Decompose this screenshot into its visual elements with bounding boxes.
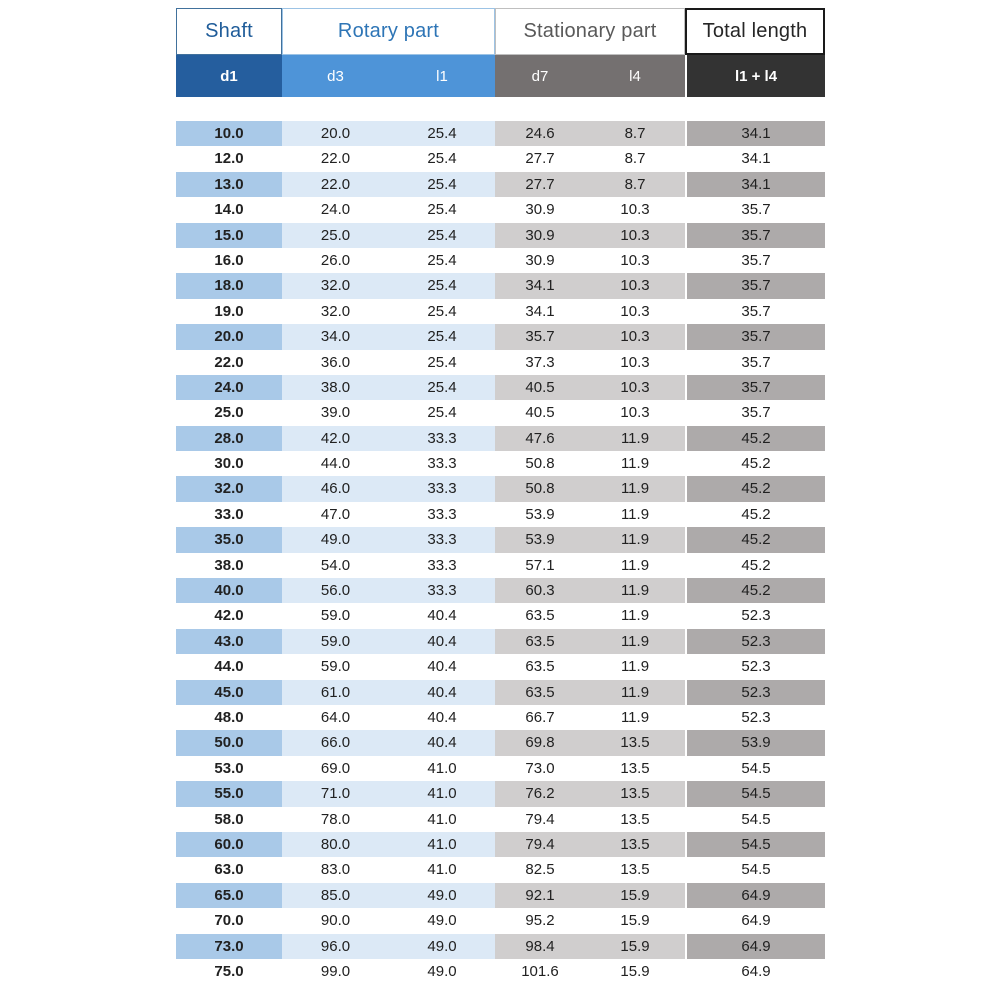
table-cell: 30.9 (525, 251, 555, 269)
table-cell: 59.0 (282, 629, 389, 654)
table-cell: 92.1 (495, 883, 585, 908)
table-cell: 54.5 (685, 832, 825, 857)
table-cell: 76.2 (495, 781, 585, 806)
column-header-l1-plus-l4: l1 + l4 (685, 55, 825, 97)
table-cell: 35.7 (685, 375, 825, 400)
table-cell: 54.5 (685, 781, 825, 806)
table-cell: 59.0 (320, 607, 351, 625)
table-cell: 83.0 (320, 861, 351, 879)
table-row (176, 629, 825, 654)
table-cell: 85.0 (282, 883, 389, 908)
table-cell: 41.0 (389, 832, 495, 857)
group-header-stationary-part (495, 8, 685, 55)
table-cell: 15.9 (585, 883, 685, 908)
table-cell: 34.1 (685, 146, 825, 171)
table-cell: 40.5 (525, 404, 555, 422)
table-row (176, 883, 825, 908)
table-cell: 35.7 (685, 350, 825, 375)
table-row (176, 146, 825, 171)
dimension-table (176, 8, 825, 984)
table-cell: 11.9 (620, 556, 650, 574)
table-cell: 40.4 (389, 629, 495, 654)
group-header-shaft (176, 8, 282, 55)
table-cell: 69.8 (495, 730, 585, 755)
table-cell: 53.9 (685, 730, 825, 755)
column-header-d3: d3 (282, 55, 389, 97)
table-cell: 10.0 (176, 121, 282, 146)
table-cell: 25.4 (389, 273, 495, 298)
table-cell: 25.4 (427, 404, 457, 422)
group-header-stationary-part-label: Stationary part (523, 20, 657, 42)
table-cell: 34.1 (495, 273, 585, 298)
table-row (176, 451, 825, 476)
table-cell: 13.5 (585, 730, 685, 755)
table-cell: 44.0 (320, 455, 351, 473)
table-cell: 35.7 (685, 223, 825, 248)
table-cell: 63.5 (495, 629, 585, 654)
table-cell: 66.0 (282, 730, 389, 755)
table-cell: 37.3 (525, 353, 555, 371)
table-cell: 22.0 (282, 172, 389, 197)
table-cell: 43.0 (176, 629, 282, 654)
table-cell: 99.0 (320, 962, 351, 980)
table-row (176, 172, 825, 197)
table-cell: 30.9 (495, 223, 585, 248)
header-body-gap (176, 97, 825, 121)
table-cell: 64.0 (320, 708, 351, 726)
table-cell: 66.7 (525, 708, 555, 726)
table-cell: 33.3 (427, 505, 457, 523)
table-cell: 33.0 (214, 505, 244, 523)
table-cell: 33.3 (427, 455, 457, 473)
table-cell: 60.0 (176, 832, 282, 857)
table-row (176, 324, 825, 349)
table-cell: 41.0 (389, 781, 495, 806)
table-cell: 80.0 (282, 832, 389, 857)
table-cell: 25.4 (427, 150, 457, 168)
table-cell: 25.4 (389, 223, 495, 248)
table-row (176, 553, 825, 578)
table-row (176, 857, 825, 882)
table-cell: 57.1 (525, 556, 555, 574)
table-cell: 41.0 (427, 810, 457, 828)
table-row (176, 299, 825, 324)
table-row (176, 426, 825, 451)
table-cell: 52.3 (685, 680, 825, 705)
table-cell: 47.0 (320, 505, 351, 523)
table-row (176, 527, 825, 552)
table-cell: 58.0 (214, 810, 244, 828)
table-cell: 40.4 (389, 680, 495, 705)
table-cell: 71.0 (282, 781, 389, 806)
table-cell: 22.0 (320, 150, 351, 168)
table-row (176, 223, 825, 248)
table-cell: 35.7 (685, 299, 825, 324)
table-cell: 39.0 (320, 404, 351, 422)
table-cell: 10.3 (585, 324, 685, 349)
table-cell: 20.0 (282, 121, 389, 146)
table-cell: 42.0 (282, 426, 389, 451)
table-cell: 49.0 (427, 962, 457, 980)
table-cell: 34.1 (685, 121, 825, 146)
table-cell: 27.7 (495, 172, 585, 197)
table-cell: 40.4 (427, 658, 457, 676)
group-header-total-length-label: Total length (702, 20, 808, 42)
table-group-header-row (176, 8, 825, 55)
table-cell: 16.0 (214, 251, 244, 269)
table-cell: 34.1 (685, 172, 825, 197)
table-cell: 25.4 (389, 172, 495, 197)
table-cell: 38.0 (282, 375, 389, 400)
table-cell: 25.0 (282, 223, 389, 248)
table-cell: 25.4 (389, 121, 495, 146)
table-cell: 35.7 (685, 400, 825, 425)
table-cell: 46.0 (282, 476, 389, 501)
table-row (176, 730, 825, 755)
table-cell: 11.9 (620, 708, 650, 726)
group-header-rotary-part (282, 8, 495, 55)
table-cell: 64.9 (685, 883, 825, 908)
table-cell: 15.9 (585, 934, 685, 959)
table-cell: 11.9 (585, 680, 685, 705)
table-cell: 32.0 (176, 476, 282, 501)
table-row (176, 807, 825, 832)
table-cell: 54.0 (320, 556, 351, 574)
table-cell: 34.1 (525, 302, 555, 320)
table-cell: 45.2 (685, 527, 825, 552)
table-cell: 40.5 (495, 375, 585, 400)
table-cell: 90.0 (320, 912, 351, 930)
table-cell: 79.4 (495, 832, 585, 857)
table-row (176, 705, 825, 730)
table-cell: 11.9 (620, 455, 650, 473)
column-header-d1: d1 (176, 55, 282, 97)
table-cell: 25.4 (427, 201, 457, 219)
table-cell: 13.5 (620, 810, 650, 828)
table-cell: 35.7 (685, 248, 825, 273)
table-cell: 82.5 (525, 861, 555, 879)
table-cell: 10.3 (585, 223, 685, 248)
table-cell: 41.0 (427, 759, 457, 777)
table-cell: 22.0 (214, 353, 244, 371)
table-row (176, 654, 825, 679)
table-cell: 54.5 (685, 807, 825, 832)
table-cell: 52.3 (685, 654, 825, 679)
table-cell: 49.0 (427, 912, 457, 930)
table-cell: 10.3 (620, 251, 650, 269)
table-cell: 54.5 (685, 857, 825, 882)
table-cell: 45.2 (685, 426, 825, 451)
table-cell: 11.9 (620, 505, 650, 523)
table-row (176, 273, 825, 298)
table-cell: 40.4 (427, 708, 457, 726)
table-cell: 28.0 (176, 426, 282, 451)
table-cell: 60.3 (495, 578, 585, 603)
table-cell: 15.0 (176, 223, 282, 248)
table-row (176, 350, 825, 375)
table-cell: 42.0 (214, 607, 244, 625)
table-cell: 55.0 (176, 781, 282, 806)
table-cell: 11.9 (620, 658, 650, 676)
group-header-total-length (685, 8, 825, 55)
table-cell: 69.0 (320, 759, 351, 777)
table-cell: 13.5 (585, 832, 685, 857)
table-cell: 61.0 (282, 680, 389, 705)
table-cell: 8.7 (585, 172, 685, 197)
table-cell: 79.4 (525, 810, 555, 828)
table-cell: 25.0 (214, 404, 244, 422)
table-cell: 53.9 (495, 527, 585, 552)
table-cell: 12.0 (214, 150, 244, 168)
table-cell: 96.0 (282, 934, 389, 959)
table-row (176, 375, 825, 400)
table-cell: 32.0 (320, 302, 351, 320)
table-cell: 50.0 (176, 730, 282, 755)
table-cell: 49.0 (389, 934, 495, 959)
table-cell: 64.9 (685, 959, 825, 984)
table-cell: 63.5 (525, 607, 555, 625)
table-cell: 11.9 (620, 607, 650, 625)
table-cell: 33.3 (389, 476, 495, 501)
table-cell: 24.0 (320, 201, 351, 219)
table-body (176, 121, 825, 984)
table-row (176, 121, 825, 146)
table-cell: 10.3 (585, 273, 685, 298)
table-column-header-row (176, 55, 825, 97)
table-cell: 11.9 (585, 629, 685, 654)
table-cell: 45.2 (685, 476, 825, 501)
table-cell: 10.3 (620, 353, 650, 371)
table-row (176, 197, 825, 222)
table-cell: 45.2 (685, 451, 825, 476)
table-cell: 18.0 (176, 273, 282, 298)
table-cell: 10.3 (620, 404, 650, 422)
table-row (176, 400, 825, 425)
table-cell: 64.9 (685, 934, 825, 959)
table-cell: 35.7 (685, 273, 825, 298)
table-cell: 73.0 (525, 759, 555, 777)
table-cell: 50.8 (495, 476, 585, 501)
table-cell: 13.5 (620, 759, 650, 777)
table-cell: 45.2 (685, 502, 825, 527)
table-cell: 40.0 (176, 578, 282, 603)
table-row (176, 680, 825, 705)
table-cell: 53.0 (214, 759, 244, 777)
table-cell: 8.7 (624, 150, 646, 168)
table-cell: 63.5 (525, 658, 555, 676)
table-cell: 25.4 (389, 375, 495, 400)
table-cell: 25.4 (427, 353, 457, 371)
table-cell: 47.6 (495, 426, 585, 451)
table-cell: 65.0 (176, 883, 282, 908)
table-cell: 25.4 (427, 302, 457, 320)
table-cell: 35.7 (495, 324, 585, 349)
table-cell: 35.7 (685, 197, 825, 222)
table-cell: 49.0 (282, 527, 389, 552)
table-cell: 11.9 (585, 476, 685, 501)
table-cell: 73.0 (176, 934, 282, 959)
table-cell: 45.2 (685, 553, 825, 578)
table-cell: 41.0 (427, 861, 457, 879)
table-cell: 63.5 (495, 680, 585, 705)
table-cell: 10.3 (620, 302, 650, 320)
table-cell: 20.0 (176, 324, 282, 349)
table-cell: 8.7 (585, 121, 685, 146)
table-cell: 35.7 (685, 324, 825, 349)
table-cell: 33.3 (389, 426, 495, 451)
table-row (176, 248, 825, 273)
table-row (176, 502, 825, 527)
table-row (176, 476, 825, 501)
table-cell: 11.9 (585, 527, 685, 552)
table-cell: 33.3 (389, 527, 495, 552)
table-cell: 33.3 (389, 578, 495, 603)
table-cell: 54.5 (685, 756, 825, 781)
table-cell: 48.0 (214, 708, 244, 726)
table-row (176, 934, 825, 959)
table-cell: 45.0 (176, 680, 282, 705)
table-cell: 49.0 (389, 883, 495, 908)
table-row (176, 908, 825, 933)
table-cell: 52.3 (685, 603, 825, 628)
table-cell: 56.0 (282, 578, 389, 603)
table-cell: 13.0 (176, 172, 282, 197)
table-row (176, 781, 825, 806)
table-row (176, 603, 825, 628)
table-cell: 63.0 (214, 861, 244, 879)
table-cell: 36.0 (320, 353, 351, 371)
table-cell: 15.9 (620, 962, 650, 980)
table-cell: 14.0 (214, 201, 244, 219)
table-cell: 70.0 (214, 912, 244, 930)
table-row (176, 578, 825, 603)
table-cell: 19.0 (214, 302, 244, 320)
table-cell: 24.6 (495, 121, 585, 146)
column-header-l1: l1 (389, 55, 495, 97)
table-cell: 75.0 (214, 962, 244, 980)
table-row (176, 756, 825, 781)
column-header-d7: d7 (495, 55, 585, 97)
table-cell: 30.0 (214, 455, 244, 473)
table-cell: 64.9 (685, 908, 825, 933)
table-cell: 35.0 (176, 527, 282, 552)
group-header-shaft-label: Shaft (205, 20, 253, 42)
table-cell: 27.7 (525, 150, 555, 168)
table-cell: 44.0 (214, 658, 244, 676)
table-cell: 33.3 (427, 556, 457, 574)
table-cell: 11.9 (585, 426, 685, 451)
table-cell: 34.0 (282, 324, 389, 349)
table-cell: 32.0 (282, 273, 389, 298)
group-header-rotary-part-label: Rotary part (337, 20, 440, 42)
table-cell: 50.8 (525, 455, 555, 473)
table-row (176, 832, 825, 857)
table-cell: 40.4 (389, 730, 495, 755)
table-cell: 24.0 (176, 375, 282, 400)
table-cell: 52.3 (685, 705, 825, 730)
table-cell: 10.3 (585, 375, 685, 400)
table-cell: 30.9 (525, 201, 555, 219)
table-cell: 10.3 (620, 201, 650, 219)
table-cell: 11.9 (585, 578, 685, 603)
table-cell: 45.2 (685, 578, 825, 603)
table-cell: 59.0 (320, 658, 351, 676)
table-cell: 78.0 (320, 810, 351, 828)
table-cell: 101.6 (521, 962, 559, 980)
table-cell: 13.5 (620, 861, 650, 879)
table-cell: 95.2 (525, 912, 555, 930)
table-row (176, 959, 825, 984)
table-cell: 26.0 (320, 251, 351, 269)
table-cell: 15.9 (620, 912, 650, 930)
table-cell: 98.4 (495, 934, 585, 959)
table-cell: 38.0 (214, 556, 244, 574)
table-cell: 40.4 (427, 607, 457, 625)
table-cell: 52.3 (685, 629, 825, 654)
table-cell: 25.4 (427, 251, 457, 269)
table-cell: 25.4 (389, 324, 495, 349)
table-cell: 13.5 (585, 781, 685, 806)
table-cell: 53.9 (525, 505, 555, 523)
column-header-l4: l4 (585, 55, 685, 97)
